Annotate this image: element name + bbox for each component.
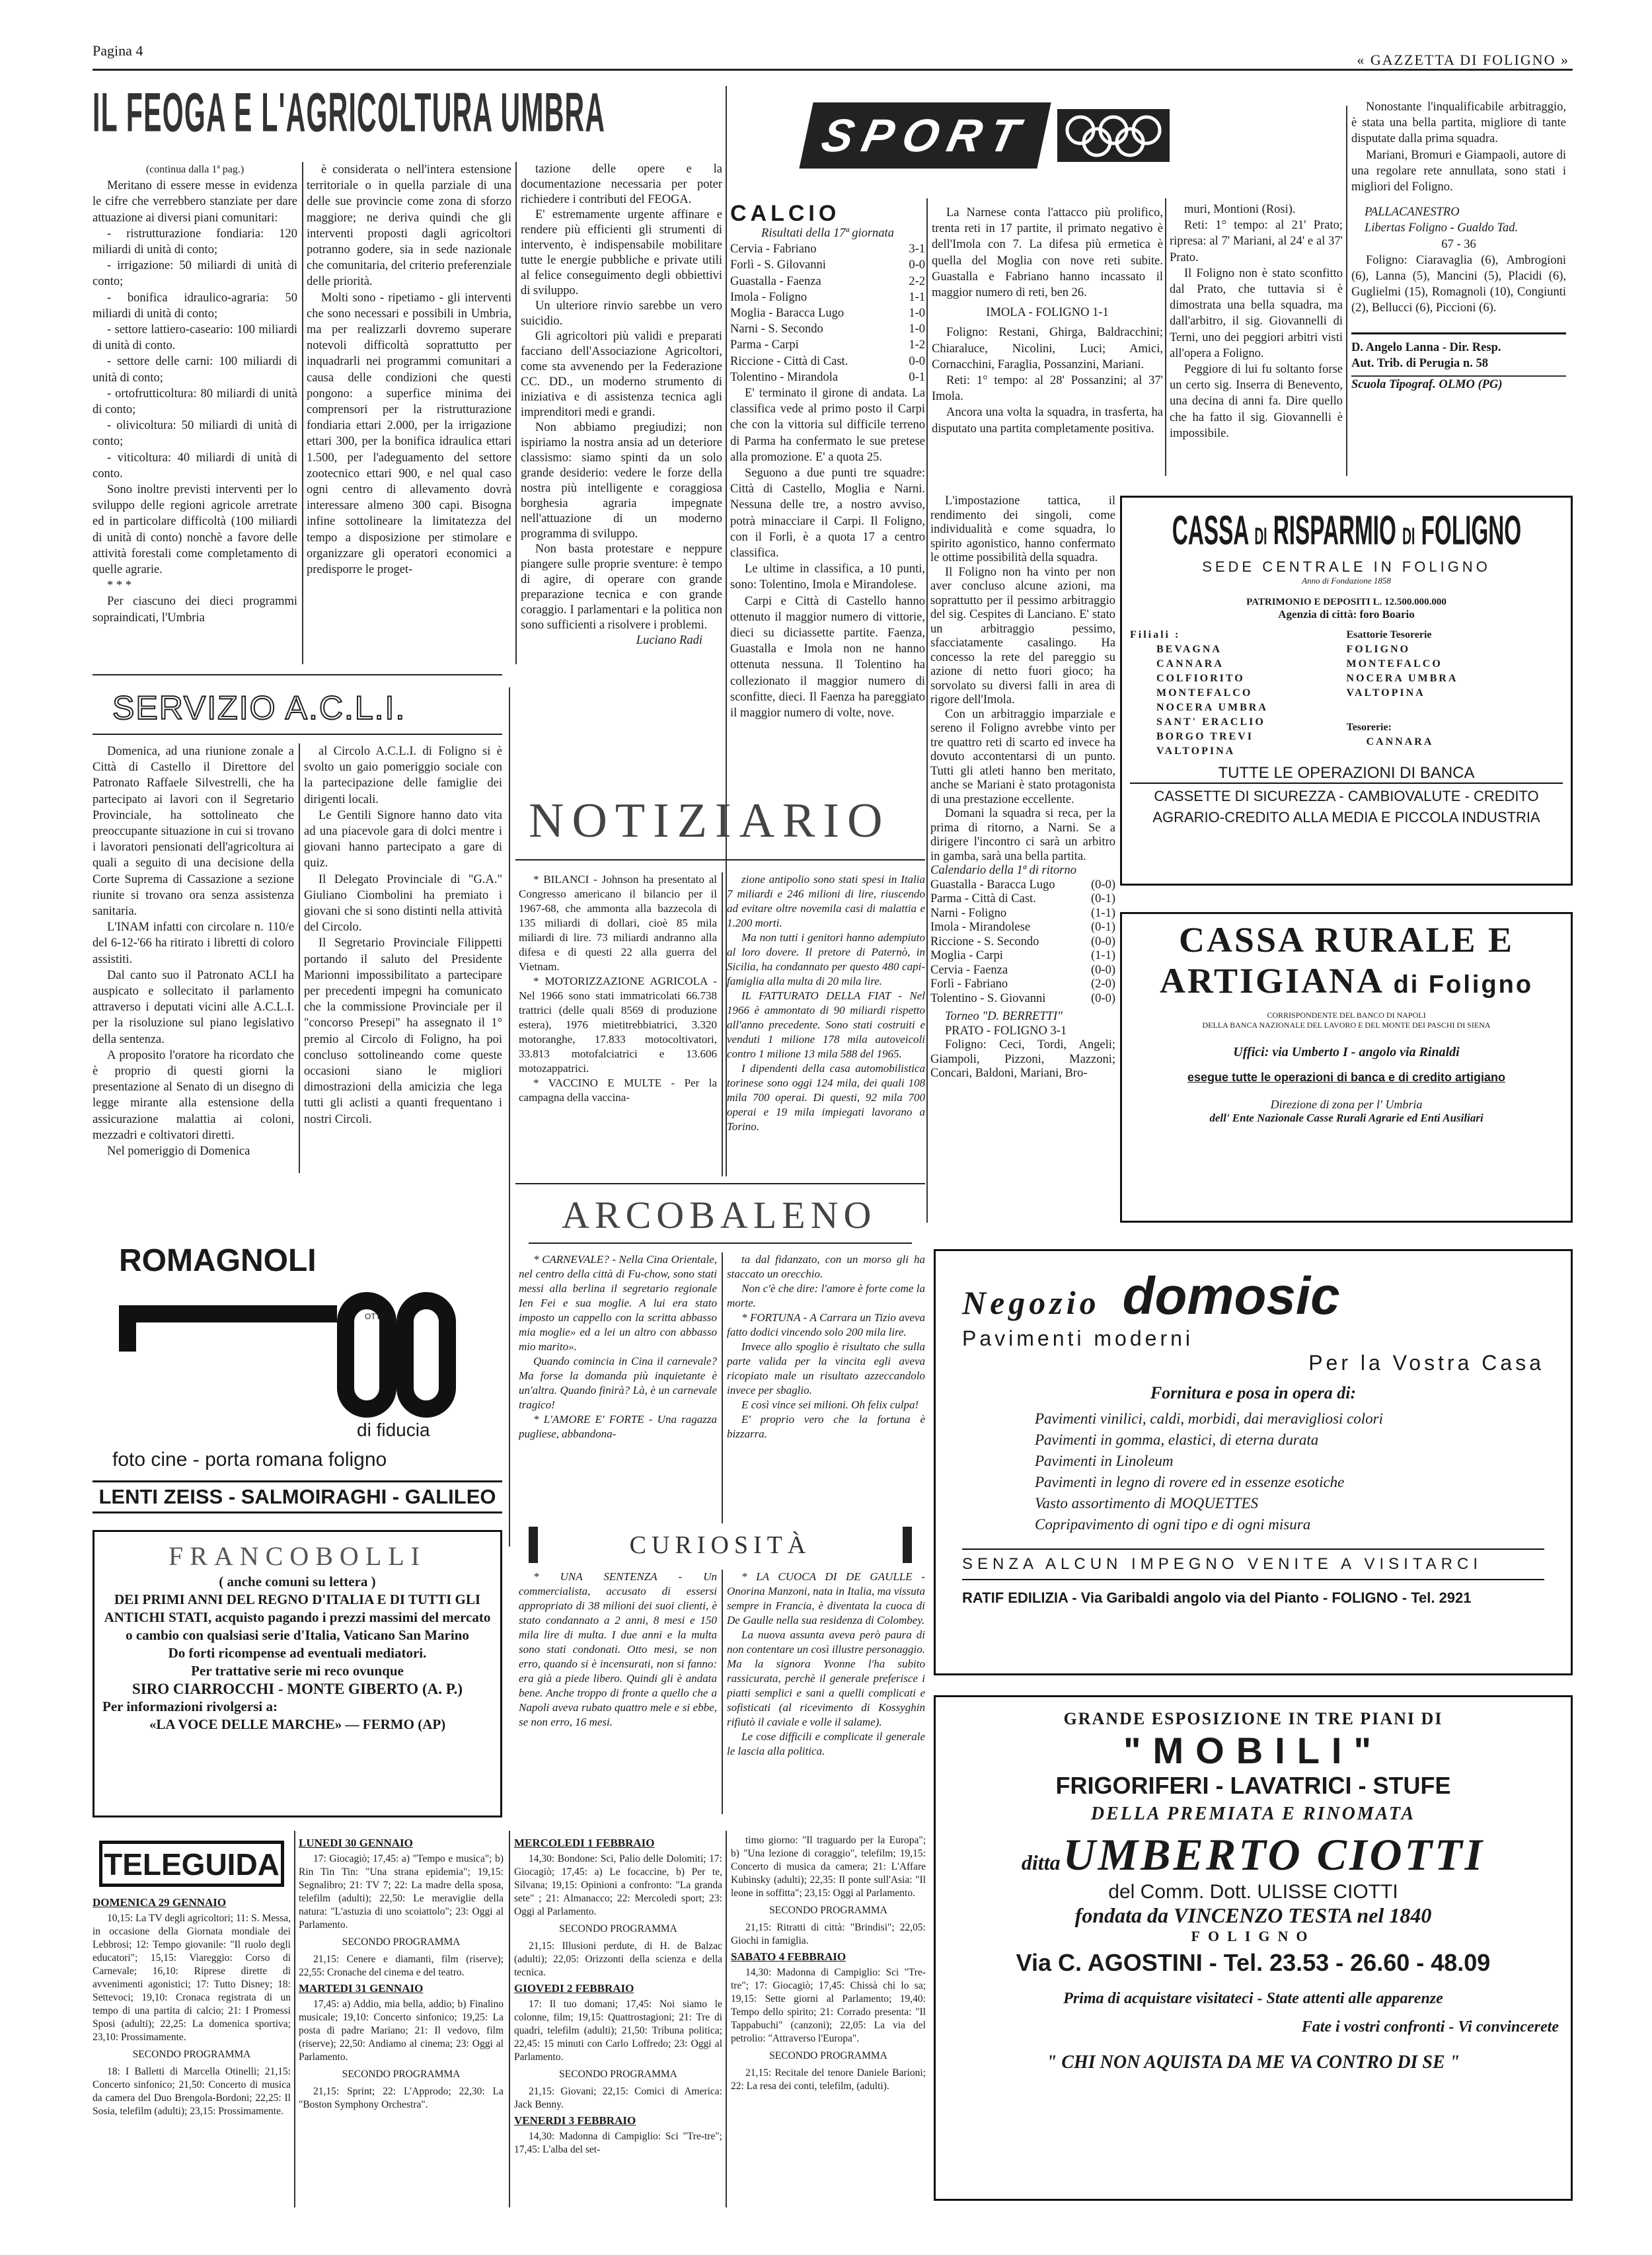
treasury: CANNARA — [1366, 736, 1434, 747]
francobolli-ad — [93, 1530, 502, 1817]
berretti-lineup: Foligno: Ceci, Tordi, Angeli; Giampoli, Pizzoni, Mazzoni; Concari, Baldoni, Mariani, Bro- — [930, 1038, 1115, 1080]
acli-title: SERVIZIO A.C.L.I. — [112, 689, 406, 726]
tax-office: FOLIGNO — [1346, 644, 1411, 655]
francobolli-title: FRANCOBOLLI — [168, 1541, 427, 1571]
calendar-row — [930, 949, 1115, 964]
arcobaleno-col-2 — [727, 1252, 925, 1523]
tv-day-heading: LUNEDI 30 GENNAIO — [299, 1837, 413, 1849]
match-title: IMOLA - FOLIGNO 1-1 — [986, 306, 1109, 320]
product-line: Pavimenti in legno di rovere ed in essenze esotiche — [1035, 1474, 1345, 1490]
bank-name — [1172, 507, 1521, 561]
paragraph: Foligno: Restani, Ghirga, Baldracchini; Chiaraluce, Nicolini, Luci; Amici, Cornacchini, Faraglia, Possanzini, Mariani. — [932, 326, 1163, 371]
paragraph: - irrigazione: 50 miliardi di unità di conto; — [93, 259, 297, 289]
product-line: Pavimenti vinilici, caldi, morbidi, dai meravigliosi colori — [1035, 1410, 1384, 1427]
result-row-match: Imola - Foligno — [730, 290, 807, 304]
paragraph: E' estremamente urgente affinare e rendere più efficienti gli strumenti di intervento, è indispensabile mobilitare tutte le energie pubbliche e private utili al felice conseguimento degli obbiettivi di sviluppo. — [521, 208, 722, 297]
tv-second-channel: SECONDO PROGRAMMA — [769, 1905, 887, 1916]
sport-title: SPORT — [817, 110, 1033, 161]
branch: COLFIORITO — [1156, 673, 1245, 684]
cassa-risparmio-ad — [1120, 496, 1573, 886]
calendar-row — [930, 921, 1115, 935]
ciotti-ditta: ditta — [1021, 1851, 1061, 1874]
romagnoli-address: foto cine - porta romana foligno — [112, 1449, 387, 1471]
optician-logo-text: OTTICO — [365, 1312, 395, 1321]
result-row-match: Tolentino - Mirandola — [730, 370, 839, 384]
bank-founded: Anno di Fondazione 1858 — [1302, 576, 1391, 586]
tv-col-3 — [514, 1834, 722, 2207]
paragraph: * BILANCI - Johnson ha presentato al Congresso americano il bilancio per il 1967-68, che ammonta alla bazzecola di 135 miliardi di dollari, cioè 85 mila miliardi di lire. 73 miliardi andranno alla difesa e di questi 22 alla guerra del Vietnam. — [519, 873, 717, 973]
result-row-score: 1-2 — [909, 338, 925, 352]
sport-col-2-cont — [930, 494, 1115, 1244]
domosic-address: RATIF EDILIZIA - Via Garibaldi angolo via del Pianto - FOLIGNO - Tel. 2921 — [962, 1589, 1472, 1606]
sport-col-calcio — [730, 202, 925, 770]
ciotti-address: Via C. AGOSTINI - Tel. 23.53 - 26.60 - 48.09 — [1016, 1949, 1491, 1976]
paragraph: Con un arbitraggio imparziale e sereno il Foligno avrebbe vinto per tre quattro reti di scarto ed invece ha dovuto accontentarsi di un punto. Tutti gli atleti hanno ben meritato, anche se Mariani è stato protagonista di una prestazione eccellente. — [930, 707, 1115, 806]
notiziario-col-1 — [519, 872, 717, 1176]
branch: NOCERA UMBRA — [1156, 702, 1268, 713]
basket-lineup: Foligno: Ciaravaglia (6), Ambrogioni (6), Lanna (5), Mancini (5), Placidi (6), Guglielmi (15), Romagnoli (10), Congiunti (2), Bellucci (6), Piccioni (6). — [1351, 253, 1566, 315]
bank-seat: SEDE CENTRALE IN FOLIGNO — [1202, 558, 1491, 575]
calendar-row-match: Riccione - S. Secondo — [930, 935, 1039, 948]
tv-col-2 — [299, 1834, 504, 2207]
result-row-score: 0-1 — [909, 370, 925, 384]
domosic-negozio: Negozio — [962, 1284, 1100, 1321]
printer-line: Scuola Tipograf. OLMO (PG) — [1351, 378, 1503, 392]
bank-patrimony: PATRIMONIO E DEPOSITI L. 12.500.000.000 — [1246, 597, 1446, 607]
tv-schedule: 21,15: Cenere e diamanti, film (riserve); 22,55: Cronache del cinema e del teatro. — [299, 1954, 504, 1978]
calendar-row-score: (1-1) — [1091, 949, 1115, 962]
domosic-line-2: Per la Vostra Casa — [1308, 1351, 1544, 1375]
basket-heading: PALLACANESTRO — [1365, 206, 1460, 219]
tv-second-channel: SECONDO PROGRAMMA — [342, 1936, 461, 1948]
paragraph: - viticoltura: 40 miliardi di unità di conto. — [93, 451, 297, 480]
paragraph: muri, Montioni (Rosi). — [1184, 203, 1296, 216]
paragraph: Reti: 1° tempo: al 21' Prato; ripresa: al 7' Mariani, al 24' e al 37' Prato. — [1170, 219, 1343, 264]
paragraph: Invece allo spoglio è risultato che sulla parte valida per la vincita egli aveva ricopiato male un risultato azzeccandolo invece per sbaglio. — [727, 1340, 925, 1396]
calendar-row-score: (0-1) — [1091, 921, 1115, 934]
sport-banner — [799, 102, 1051, 169]
notiziario-title: NOTIZIARIO — [529, 794, 891, 848]
calendar-row-score: (1-1) — [1091, 906, 1115, 920]
result-row — [730, 321, 925, 337]
bank-name-3: FOLIGNO — [1421, 508, 1521, 554]
acli-col-2 — [304, 744, 502, 1173]
result-row-score: 1-0 — [909, 307, 925, 321]
product-line: Pavimenti in gomma, elastici, di eterna durata — [1035, 1432, 1319, 1448]
rurale-corr-2: DELLA BANCA NAZIONALE DEL LAVORO E DEL MONTE DEI PASCHI DI SIENA — [1202, 1020, 1491, 1030]
product-line: Copripavimento di ogni tipo e di ogni misura — [1035, 1516, 1311, 1533]
francobolli-sub: ( anche comuni su lettera ) — [219, 1574, 376, 1589]
rurale-direction-1: Direzione di zona per l' Umbria — [1270, 1098, 1423, 1111]
tv-schedule: 21,15: Illusioni perdute, di H. de Balzac (adulti); 22,05: Orizzonti della scienza e della tecnica. — [514, 1940, 722, 1978]
paragraph: Nel pomeriggio di Domenica — [107, 1145, 250, 1159]
bank-services-2: AGRARIO-CREDITO ALLA MEDIA E PICCOLA INDUSTRIA — [1152, 809, 1540, 825]
paragraph: zione antipolio sono stati spesi in Italia 7 miliardi e 246 milioni di lire, riuscendo ad evitare oltre novemila casi di malattia e 1.200 morti. — [727, 873, 925, 929]
paragraph: * L'AMORE E' FORTE - Una ragazza pugliese, abbandona- — [519, 1413, 717, 1440]
ciotti-owner: del Comm. Dott. ULISSE CIOTTI — [1108, 1881, 1398, 1903]
result-row — [730, 354, 925, 369]
arcobaleno-title: ARCOBALENO — [562, 1194, 877, 1237]
results-title: Risultati della 17ª giornata — [761, 227, 894, 240]
paragraph: Molti sono - ripetiamo - gli interventi che sono necessari e possibili in Umbria, ma per realizzarli dovremo superare notevoli difficoltà soprattutto per inquadrarli nei programmi comunitari a causa delle condizioni che questi pongono: a superfice minima dei comprensori per la ristrutturazione fondiaria ettari 2.000, per la irrigazione ettari 300, per la bonifica idraulica ettari 1.500, per l'adeguamento del settore zootecnico ettari 900, e nel qual caso ogni centro di allevamento dovrà interessare almeno 300 capi. Bisogna infine sottolineare la limitatezza del tempo a disposizione per stimolare e organizzare gli operatori economici a predisporre le proget- — [307, 291, 511, 577]
paragraph: * * * — [107, 579, 131, 593]
calendar-row-match: Imola - Mirandolese — [930, 921, 1031, 934]
paragraph: * FORTUNA - A Carrara un Tizio aveva fatto dodici vincendo solo 200 mila lire. — [727, 1311, 925, 1338]
paragraph: Sono inoltre previsti interventi per lo sviluppo delle regioni agricole arretrate ed in particolare difficoltà (100 miliardi di unità di conto) nonchè a favore delle attività forestali come completamento di quelle agrarie. — [93, 483, 297, 577]
calendar-row-match: Forlì - Fabriano — [930, 977, 1008, 991]
calendar-row-score: (0-0) — [1091, 991, 1115, 1005]
tv-schedule: 21,15: Ritratti di città: "Brindisi"; 22,05: Giochi in famiglia. — [731, 1922, 926, 1946]
tax-label: Esattorie Tesorerie — [1346, 629, 1432, 640]
sport-col-4 — [1351, 99, 1566, 496]
result-row — [730, 369, 925, 385]
paragraph: - ortofrutticoltura: 80 miliardi di unità di conto; — [93, 387, 297, 417]
paragraph: Ma non tutti i genitori hanno adempiuto al loro dovere. Il pretore di Paternò, in Sicilia, ha condannato per questo 480 capi-famiglia alla multa di 20 mila lire. — [727, 931, 925, 987]
paragraph: Per ciascuno dei dieci programmi sopraindicati, l'Umbria — [93, 595, 297, 625]
article-author: Luciano Radi — [636, 634, 702, 647]
ciotti-line-3: FRIGORIFERI - LAVATRICI - STUFE — [1055, 1772, 1451, 1799]
paragraph: L'impostazione tattica, il rendimento dei singoli, come individualità e come squadra, lo spirito agonistico, hanno confermato le ottime possibilità della squadra. — [930, 494, 1115, 564]
curiosita-header — [529, 1527, 912, 1563]
tv-schedule: 21,15: Giovani; 22,15: Comici di America: Jack Benny. — [514, 2086, 722, 2110]
paragraph: I dipendenti della casa automobilistica torinese sono oggi 124 mila, dei quali 108 mila 700 operai. Di questi, 92 mila 700 operai e 19 mila impiegati lavorano a Torino. — [727, 1062, 925, 1133]
tax-office: NOCERA UMBRA — [1346, 673, 1458, 684]
sport-col-2 — [932, 205, 1163, 492]
paragraph: La Narnese conta l'attacco più prolifico, trenta reti in 17 partite, il primato negativo è dell'Imola con 7. La difesa più ermetica è quella del Moglia con nove reti subite. Guastalla e Fabriano hanno incassato il maggior numero di reti, ben 26. — [932, 206, 1163, 300]
tv-day-heading: MARTEDI 31 GENNAIO — [299, 1982, 424, 1995]
paragraph: Quando comincia in Cina il carnevale? Ma forse la domanda più inquietante è un'altra. Quando finirà? Là, è un carnevale tragico! — [519, 1355, 717, 1411]
tv-second-channel: SECONDO PROGRAMMA — [342, 2069, 461, 2080]
tv-col-4 — [731, 1834, 926, 2207]
result-row-match: Riccione - Città di Cast. — [730, 354, 848, 368]
result-row-match: Narni - S. Secondo — [730, 323, 823, 336]
treasury-label: Tesorerie: — [1346, 722, 1392, 733]
calendar-row — [930, 935, 1115, 950]
paragraph: Seguono a due punti tre squadre: Città di Castello, Moglia e Narni. Nessuna delle tre, a nostro avviso, potrà minacciare il Carpi. Il Foligno, con il Forlì, è a quota 17 a centro classifica. — [730, 467, 925, 560]
paragraph: - olivicoltura: 50 miliardi di unità di conto; — [93, 419, 297, 449]
rurale-corr-1: CORRISPONDENTE DEL BANCO DI NAPOLI — [1267, 1011, 1426, 1020]
tv-schedule: 10,15: La TV degli agricoltori; 11: S. Messa, in occasione della Giornata mondiale dei Lebbrosi; 12: Tempo giovanile: "Il ruolo degli educatori"; 15,15: Viareggio: Corso di Carnevale; 16,10: Riprese dirette di avvenimenti agonistici; 17: Tutto Disney; 18: Settevoci; 19,10: Cronaca registrata di un tempo di una partita di calcio; 21: I Promessi Sposi (adulti); 22,25: La domenica sportiva; 23,10: Prossimamente. — [93, 1913, 291, 2043]
paragraph: Carpi e Città di Castello hanno ottenuto il maggior numero di vittorie, dieci su diciassette partite. Faenza, Guastalla e Imola non ne hanno ottenuta nessuna. Il Tolentino ha collezionato il maggior numero di sconfitte, dieci. Il Faenza ha pareggiato il maggior numero di volte, nove. — [730, 594, 925, 720]
calendar-row-match: Cervia - Faenza — [930, 963, 1008, 977]
basket-match: Libertas Foligno - Gualdo Tad. — [1365, 221, 1519, 235]
paragraph: La nuova assunta aveva però paura di non contentare un così illustre personaggio. Ma la signora Yvonne l'ha subito rassicurata, perchè il generale preferisce i piatti semplici e sani a quelli complicati e sofisticati (al ricevimento di Kossyghin rifiutò il caviale e volle il salame). — [727, 1628, 925, 1728]
romagnoli-name: ROMAGNOLI — [119, 1243, 317, 1278]
curiosita-col-2 — [727, 1570, 925, 1814]
sport-col-3 — [1170, 202, 1343, 476]
francobolli-body: DEI PRIMI ANNI DEL REGNO D'ITALIA E DI TUTTI GLI ANTICHI STATI, acquisto pagando i prezzi massimi del mercato o cambio con qualsiasi serie d'Italia, Vaticano San Marino — [104, 1591, 491, 1643]
francobolli-contact: «LA VOCE DELLE MARCHE» — FERMO (AP) — [149, 1716, 446, 1732]
paragraph: - settore delle carni: 100 miliardi di unità di conto; — [93, 355, 297, 385]
calendar-row — [930, 892, 1115, 907]
tv-schedule: 21,15: Recitale del tenore Daniele Barioni; 22: La resa dei conti, telefilm, (adulti). — [731, 2067, 926, 2092]
ciotti-slogan-2: Fate i vostri confronti - Vi convincerete — [1301, 2018, 1559, 2036]
bank-agency: Agenzia di città: foro Boario — [1278, 608, 1415, 621]
result-row-match: Forlì - S. Gilovanni — [730, 258, 826, 272]
paragraph: è considerata o nell'intera estensione territoriale o in quella parziale di una delle sue provincie come zona di sforzo maggiore; ne deriva quindi che gli interventi proposti dagli agricoltori potranno godere, sia in sede nazionale che comunitaria, del criterio preferenziale delle priorità. — [307, 163, 511, 289]
curiosita-title: CURIOSITÀ — [629, 1531, 811, 1559]
paragraph: - ristrutturazione fondiaria: 120 miliardi di unità di conto; — [93, 227, 297, 257]
paragraph: * CARNEVALE? - Nella Cina Orientale, nel centro della città di Fu-chow, sono stati messi alla berlina il segretario regionale Ien Fei e sua moglie. A lui era stato imposto un cappello con la scritta abbasso mia moglie» ed a lei un altro con abbasso mio marito». — [519, 1253, 717, 1353]
domosic-line-1: Pavimenti moderni — [962, 1326, 1193, 1350]
paragraph: Ancora una volta la squadra, in trasferta, ha disputato una partita completamente positiva. — [932, 406, 1163, 436]
curiosita-col-1 — [519, 1570, 717, 1814]
branch: BORGO TREVI — [1156, 731, 1254, 742]
paragraph: Nonostante l'inqualificabile arbitraggio, è stata una bella partita, migliore di tante disputate dalla prima squadra. — [1351, 100, 1566, 146]
branch: VALTOPINA — [1156, 745, 1236, 757]
result-row — [730, 274, 925, 289]
paragraph: * VACCINO E MULTE - Per la campagna della vaccina- — [519, 1077, 717, 1104]
romagnoli-brands: LENTI ZEISS - SALMOIRAGHI - GALILEO — [93, 1480, 502, 1513]
tv-day-heading: VENERDI 3 FEBBRAIO — [514, 2114, 636, 2127]
paragraph: tazione delle opere e la documentazione necessaria per poter richiedere i contributi del FEOGA. — [521, 163, 722, 206]
rurale-direction-2: dell' Ente Nazionale Casse Rurali Agrarie ed Enti Ausiliari — [1209, 1112, 1483, 1124]
paragraph: Domani la squadra si reca, per la prima di ritorno, a Narni. Se a dirigere l'incontro ci sarà un arbitro in gamba, sarà una bella partita. — [930, 807, 1115, 863]
berretti-title: Torneo "D. BERRETTI" — [945, 1010, 1063, 1023]
ciotti-slogan-1: Prima di acquistare visitateci - State attenti alle apparenze — [1063, 1990, 1443, 2007]
calendar-row-match: Tolentino - S. Giovanni — [930, 991, 1046, 1005]
bank-name-di: DI — [1254, 523, 1267, 550]
paragraph: IL FATTURATO DELLA FIAT - Nel 1966 è ammontato di 90 miliardi rispetto all'anno precedente. Sono stati costruiti e venduti 1 milione 178 mila autoveicoli contro 1 milione 13 mila 588 del 1965. — [727, 989, 925, 1060]
ciotti-founded: fondata da VINCENZO TESTA nel 1840 — [1074, 1903, 1432, 1927]
authorization-line: Aut. Trib. di Perugia n. 58 — [1351, 356, 1566, 377]
result-row-score: 1-1 — [909, 290, 925, 304]
rurale-office: Uffici: via Umberto I - angolo via Rinaldi — [1233, 1045, 1460, 1059]
result-row — [730, 241, 925, 257]
cassa-rurale-ad — [1120, 912, 1573, 1223]
result-row-score: 0-0 — [909, 354, 925, 368]
romagnoli-ad — [93, 1242, 502, 1513]
ciotti-city: FOLIGNO — [1191, 1928, 1316, 1944]
domosic-name: domosic — [1122, 1266, 1340, 1325]
domosic-ad — [934, 1249, 1573, 1675]
paragraph: Meritano di essere messe in evidenza le cifre che verrebbero stanziate per dare attuazione ai diversi piani comunitari: — [93, 179, 297, 225]
result-row-match: Moglia - Baracca Lugo — [730, 307, 845, 321]
result-row — [730, 257, 925, 273]
paragraph: Domenica, ad una riunione zonale a Città di Castello il Direttore del Patronato Raffaele Silvestrelli, che ha partecipato ai lavori con il Segretario Provinciale, ha sottolineato che preoccupante situazione in cui si trovano i lavoratori pensionati dell'agricoltura ai quali a seguito di una decisione della Corte Suprema di Cassazione a sezione riunite si trovano ora senza assistenza sanitaria. — [93, 745, 294, 919]
tv-day-heading: GIOVEDI 2 FEBBRAIO — [514, 1982, 634, 1995]
paragraph: al Circolo A.C.L.I. di Foligno si è svolto un gaio pomeriggio sociale con la partecipazione delle famiglie dei dirigenti locali. — [304, 745, 502, 806]
paragraph: Le Gentili Signore hanno dato vita ad una piacevole gara di dolci mentre i giovani hanno partecipato a gare di quiz. — [304, 808, 502, 870]
rurale-artigiana: ARTIGIANA — [1159, 961, 1383, 1001]
paragraph: Le ultime in classifica, a 10 punti, sono: Tolentino, Imola e Mirandolese. — [730, 562, 925, 592]
tv-day-heading: DOMENICA 29 GENNAIO — [93, 1896, 227, 1909]
rurale-ops: esegue tutte le operazioni di banca e di credito artigiano — [1187, 1071, 1506, 1084]
feoga-col-1 — [93, 162, 297, 664]
paragraph: E' proprio vero che la fortuna è bizzarra. — [727, 1413, 925, 1440]
paragraph: E così vince sei milioni. Oh felix culpa! — [741, 1398, 919, 1411]
result-row — [730, 337, 925, 353]
calendar-title: Calendario della 1ª di ritorno — [930, 864, 1076, 877]
branch: MONTEFALCO — [1156, 687, 1253, 699]
product-line: Vasto assortimento di MOQUETTES — [1035, 1495, 1258, 1511]
tv-schedule: 21,15: Sprint; 22: L'Approdo; 22,30: La "Boston Symphony Orchestra". — [299, 2086, 504, 2110]
calendar-row — [930, 878, 1115, 893]
result-row-match: Parma - Carpi — [730, 338, 799, 352]
result-row — [730, 305, 925, 321]
notiziario-col-2 — [727, 872, 925, 1176]
ciotti-line-1: GRANDE ESPOSIZIONE IN TRE PIANI DI — [1063, 1709, 1443, 1728]
tv-second-channel: SECONDO PROGRAMMA — [559, 1923, 677, 1934]
paragraph: Reti: 1° tempo: al 28' Possanzini; al 37' Imola. — [932, 374, 1163, 404]
calendar-row — [930, 977, 1115, 992]
calcio-heading: CALCIO — [730, 202, 841, 226]
result-row-score: 0-0 — [909, 258, 925, 272]
tv-schedule: timo giorno: "Il traguardo per la Europa"; b) "Una lezione di coraggio", telefilm; 19,15: Concerto di musica da camera; 21: L'Affare Kubinsky (adulti); 22,35: Il ponte sull'Asia: "Il leone in soffitta"; 23,15: Oggi al Parlamento. — [731, 1835, 926, 1899]
paragraph: E' terminato il girone di andata. La classifica vede al primo posto il Carpi che con la vittoria sul difficile terreno di Parma ha confermato le sue pretese alla promozione. E' a quota 25. — [730, 387, 925, 464]
paragraph: Il Foligno non è stato sconfitto dal Prato, che tuttavia si è dimostrata una bella squadra, ma dall'arbitro, il sig. Giovannelli di Terni, uno dei peggiori arbitri visti all'opera a Foligno. — [1170, 266, 1343, 360]
bank-services-1: CASSETTE DI SICUREZZA - CAMBIOVALUTE - CREDITO — [1154, 788, 1539, 804]
paragraph: L'INAM infatti con circolare n. 110/e del 6-12-'66 ha ritirato i libretti di coloro assistiti. — [93, 921, 294, 966]
calendar-row-match: Parma - Città di Cast. — [930, 892, 1036, 905]
paragraph: * MOTORIZZAZIONE AGRICOLA - Nel 1966 sono stati immatricolati 66.738 trattrici (delle quali 8569 di produzione estera), 1976 mietitrebbiatrici, 3.320 motoranghe, 17.833 motocoltivatori, 33.813 motofalciatrici e 13.606 motozappatrici. — [519, 975, 717, 1075]
branch: CANNARA — [1156, 658, 1224, 669]
bank-name-2: RISPARMIO — [1273, 508, 1396, 554]
domosic-banner: SENZA ALCUN IMPEGNO VENITE A VISITARCI — [962, 1548, 1544, 1580]
result-row-score: 2-2 — [909, 274, 925, 288]
feoga-col-2 — [307, 162, 511, 664]
ciotti-ad — [934, 1695, 1573, 2201]
result-row-score: 1-0 — [909, 323, 925, 336]
ciotti-slogan-3: " CHI NON AQUISTA DA ME VA CONTRO DI SE " — [1046, 2052, 1460, 2073]
continued-note: (continua dalla 1ª pag.) — [145, 164, 244, 175]
calendar-row-score: (0-0) — [1091, 878, 1115, 892]
bank-ops: TUTTE LE OPERAZIONI DI BANCA — [1130, 764, 1563, 784]
bank-name-1: CASSA — [1172, 508, 1248, 554]
branch: SANT' ERACLIO — [1156, 716, 1265, 728]
berretti-score: PRATO - FOLIGNO 3-1 — [945, 1024, 1067, 1038]
ciotti-line-4: DELLA PREMIATA E RINOMATA — [1090, 1804, 1416, 1824]
branches-label: Filiali : — [1130, 629, 1181, 640]
tv-schedule: 14,30: Madonna di Campiglio: Sci "Tre-tre"; 17: Giocagiò; 17,45: Chissà chi lo sa; 19,15: Sette giorni al Parlamento; 19,40: Tempo dello spirito; 21: Corrado presenta: "Il Tappabuchi" (canzoni); 22,05: La via del petrolio: "Attraverso l'Europa". — [731, 1967, 926, 2044]
domosic-line-3: Fornitura e posa in opera di: — [1150, 1383, 1357, 1402]
francobolli-line-5: Per informazioni rivolgersi a: — [102, 1699, 278, 1714]
paragraph: Il Foligno non ha vinto per non aver concluso alcune azioni, ma soprattutto per il pessimo arbitraggio del sig. Cespites di Lanciano. E' stato un arbitraggio pessimo, sfacciatamente casalingo. Ha concesso la rete del pareggio su azione di netto fuori gioco; ha sorvolato su diversi falli in area di rigore dell'Imola. — [930, 565, 1115, 707]
paragraph: ta dal fidanzato, con un morso gli ha staccato un orecchio. — [727, 1253, 925, 1280]
paragraph: A proposito l'oratore ha ricordato che è proprio di questi giorni la presentazione al Senato di un disegno di legge mirante alla estensione della assicurazione malattia ai coloni, mezzadri e coltivatori diretti. — [93, 1048, 294, 1142]
tv-second-channel: SECONDO PROGRAMMA — [559, 2069, 677, 2080]
paragraph: Le cose difficili e complicate il generale le lascia alla politica. — [727, 1730, 925, 1757]
francobolli-line-3: Per trattative serie mi reco ovunque — [191, 1663, 404, 1679]
basket-score: 67 - 36 — [1441, 237, 1476, 251]
ciotti-mobili: "MOBILI" — [1123, 1730, 1384, 1771]
teleguida-title: TELEGUIDA — [99, 1841, 284, 1887]
paragraph: - settore lattiero-caseario: 100 miliardi di unità di conto. — [93, 323, 297, 353]
result-row-match: Cervia - Fabriano — [730, 243, 817, 256]
romagnoli-tag: di fiducia — [357, 1420, 430, 1440]
result-row-match: Guastalla - Faenza — [730, 274, 821, 288]
arcobaleno-col-1 — [519, 1252, 717, 1523]
paragraph: - bonifica idraulico-agraria: 50 miliardi di unità di conto; — [93, 291, 297, 321]
paragraph: Il Segretario Provinciale Filippetti portando il saluto del Presidente Marionni impossibilitato a partecipare per precedenti impegni ha comunicato che la commissione Provinciale per il "concorso Presepi" ha assegnato il 1° premio al Circolo di Foligno, ha poi concluso sottolineando come queste occasioni siano le migliori dimostrazioni della amicizia che lega tutti gli aclisti a quanti frequentano i nostri Circoli. — [304, 936, 502, 1126]
rurale-name-2 — [1127, 960, 1565, 1001]
paragraph: Dal canto suo il Patronato ACLI ha auspicato e sollecitato il parlamento attraverso i deputati vicini alle A.C.L.I. per la risoluzione sul piano legislativo della sentenza. — [93, 968, 294, 1046]
paragraph: * UNA SENTENZA - Un commercialista, accusato di essersi appropriato di 38 milioni dei suoi clienti, è stato condannato a 2 anni, 8 mesi e 150 mila lire di multa. I due anni e la multa sono stati condonati. Otto mesi, se non erro, quando si è incensurati, non si fanno: era già a piede libero. Quindi gli è andata bene. Anche troppo di fronte a quello che a Napoli aveva rubato quattro mele e si ebbe, se non erro, 16 mesi. — [519, 1570, 717, 1728]
rurale-foligno: di Foligno — [1393, 971, 1534, 999]
paragraph: Non abbiamo pregiudizi; non ispiriamo la nostra ansia ad un deteriore classismo: siamo spinti da un solo grande desiderio: vedere le forze della nostra più intelligente e coraggiosa borghesia agraria impegnate nell'attuazione di un moderno programma di sviluppo. — [521, 421, 722, 541]
tv-schedule: 17: Giocagiò; 17,45: a) "Tempo e musica"; b) Rin Tin Tin: "Una strana epidemia"; 19,15: Segnalibro; 21: TV 7; 22: La madre della sposa, telefilm (adulti); 22,50: Le meraviglie della natura: "L'astuzia di uno scoiattolo"; 23: Oggi al Parlamento. — [299, 1853, 504, 1930]
tv-col-1 — [93, 1893, 291, 2204]
tv-second-channel: SECONDO PROGRAMMA — [132, 2049, 251, 2060]
bank-name-di-2: DI — [1402, 523, 1415, 550]
newspaper-name: « GAZZETTA DI FOLIGNO » — [1357, 52, 1569, 68]
page-number: Pagina 4 — [93, 42, 143, 59]
paragraph: Mariani, Bromuri e Giampaoli, autore di una regolare rete annullata, sono stati i migliori del Foligno. — [1351, 148, 1566, 194]
tax-office: VALTOPINA — [1346, 687, 1425, 699]
tv-second-channel: SECONDO PROGRAMMA — [769, 2050, 887, 2061]
paragraph: Il Delegato Provinciale di "G.A." Giuliano Ciombolini ha premiato i giovani che si sono distinti nella attività del Circolo. — [304, 872, 502, 935]
optician-logo — [119, 1292, 476, 1418]
director-line: D. Angelo Lanna - Dir. Resp. — [1351, 332, 1566, 356]
paragraph: Non c'è che dire: l'amore è forte come la morte. — [727, 1282, 925, 1309]
paragraph: Gli agricoltori più validi e preparati facciano dell'Associazione Agricoltori, come sta avvenendo per la Federazione CC. DD., un moderno strumento di iniziativa e di assistenza tecnica agli imprenditori medi e grandi. — [521, 330, 722, 419]
header-rule — [93, 69, 1573, 71]
tax-office: MONTEFALCO — [1346, 658, 1443, 669]
product-line: Pavimenti in Linoleum — [1035, 1453, 1174, 1469]
francobolli-seller: SIRO CIARROCCHI - MONTE GIBERTO (A. P.) — [131, 1681, 463, 1697]
tv-schedule: 14,30: Bondone: Sci, Palio delle Dolomiti; 17: Giocagiò; 17,45: a) Le focaccine, b) Per te, Silvana; 19,15: Opinioni a confronto: "La granda sete" ; 21: Almanacco; 22: Mercoledi sport; 23: Oggi al Parlamento. — [514, 1853, 722, 1917]
paragraph: Peggiore di lui fu soltanto forse un certo sig. Inserra di Benevento, una decina di anni fa. Dire quello che ha fatto il sig. Giovannelli è impossibile. — [1170, 363, 1343, 440]
tv-schedule: 17: Il tuo domani; 17,45: Noi siamo le colonne, film; 19,15: Quattrostagioni; 21: Tre di quadri, telefilm (adulti); 21,50: Tribuna politica; 22,45: 15 minuti con Carlo Loffredo; 23: Oggi al Parlamento. — [514, 1999, 722, 2063]
paragraph: Un ulteriore rinvio sarebbe un vero suicidio. — [521, 299, 722, 328]
calendar-row — [930, 964, 1115, 978]
acli-col-1 — [93, 744, 294, 1173]
feoga-col-3 — [521, 162, 722, 780]
calendar-row-match: Moglia - Carpi — [930, 949, 1003, 962]
ciotti-name: UMBERTO CIOTTI — [1063, 1829, 1485, 1880]
result-row-score: 3-1 — [909, 243, 925, 256]
calendar-row-score: (0-1) — [1091, 892, 1115, 905]
feoga-headline: IL FEOGA E L'AGRICOLTURA UMBRA — [93, 81, 606, 143]
tv-schedule: 18: I Balletti di Marcella Otinelli; 21,15: Concerto sinfonico; 21,50: Concerto di musica da camera del Duo Brengola-Bordoni; 22,25: Il Sosia, telefilm (adulti); 23,15: Prossimamente. — [93, 2066, 291, 2117]
calendar-row-match: Narni - Foligno — [930, 906, 1007, 920]
paragraph: * LA CUOCA DI DE GAULLE - Onorina Manzoni, nata in Italia, ma vissuta sempre in Francia, è diventata la cuoca di De Gaulle nella sua residenza di Colombey. — [727, 1570, 925, 1626]
calendar-row-score: (2-0) — [1091, 977, 1115, 991]
tv-schedule: 14,30: Madonna di Campiglio: Sci "Tre-tre"; 17,45: L'alba del set- — [514, 2131, 722, 2155]
tv-schedule: 17,45: a) Addio, mia bella, addio; b) Finalino musicale; 19,10: Concerto sinfonico; 19,25: La posta di padre Mariano; 21: Il vedovo, film (riserve); 22,50: Andiamo al cinema; 23: Oggi al Parlamento. — [299, 1999, 504, 2063]
olympic-rings-icon — [1057, 109, 1170, 162]
tv-day-heading: MERCOLEDI 1 FEBBRAIO — [514, 1837, 655, 1849]
branch: BEVAGNA — [1156, 644, 1222, 655]
calendar-row — [930, 992, 1115, 1007]
calendar-row-score: (0-0) — [1091, 963, 1115, 977]
francobolli-line-2: Do forti ricompense ad eventuali mediatori. — [168, 1645, 427, 1661]
paragraph: Non basta protestare e neppure piangere sulle proprie sventure: è tempo di agire, di operare con grande preparazione tecnica e con grande coraggio. I parlamentari e la politica non sono sufficienti a risolvere i problemi. — [521, 543, 722, 632]
tv-day-heading: SABATO 4 FEBBRAIO — [731, 1950, 846, 1963]
rurale-name-1: CASSA RURALE E — [1178, 920, 1515, 960]
result-row — [730, 289, 925, 305]
calendar-row-match: Guastalla - Baracca Lugo — [930, 878, 1055, 892]
calendar-row-score: (0-0) — [1091, 935, 1115, 948]
calendar-row — [930, 907, 1115, 921]
